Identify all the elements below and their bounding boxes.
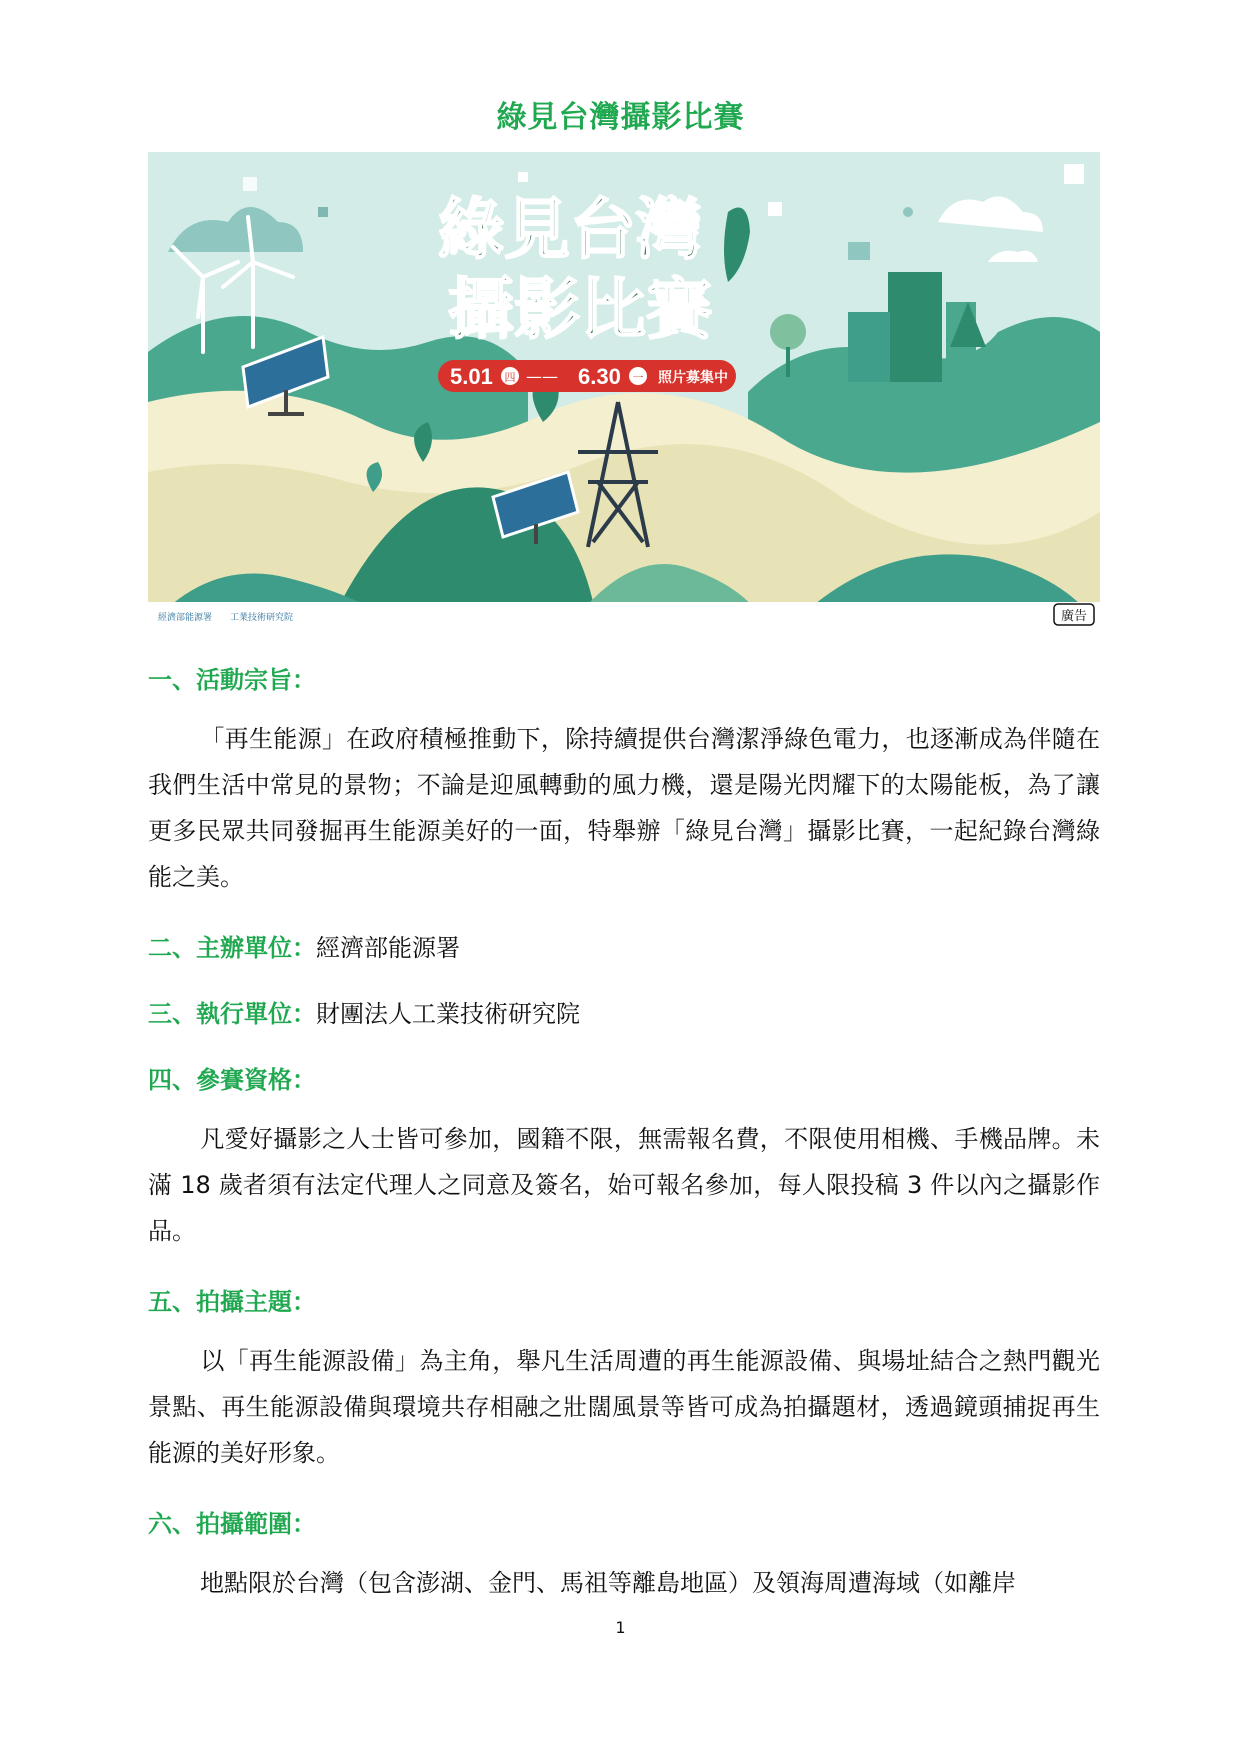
- end-date: 6.30: [578, 364, 621, 389]
- section-4-text: 凡愛好攝影之人士皆可參加，國籍不限，無需報名費，不限使用相機、手機品牌。未滿 18 歲者須有法定代理人之同意及簽名，始可報名參加，每人限投稿 3 件以內之攝影作品。: [148, 1125, 1100, 1245]
- contest-banner: [148, 152, 1100, 628]
- executor-value: 財團法人工業技術研究院: [316, 1000, 580, 1028]
- section-4-heading: 四、參賽資格：: [148, 1066, 316, 1094]
- section-3-heading: 三、執行單位：財團法人工業技術研究院: [148, 1000, 580, 1028]
- organizer-value: 經濟部能源署: [316, 934, 460, 962]
- section-2-heading: 二、主辦單位：經濟部能源署: [148, 934, 460, 962]
- ad-label: 廣告: [1060, 609, 1088, 624]
- date-dash: ——: [526, 367, 558, 386]
- call-text: 照片募集中: [658, 370, 728, 386]
- start-weekday: 四: [504, 371, 516, 384]
- page-number: 1: [615, 1618, 626, 1637]
- sponsor-logo-1: 經濟部能源署: [158, 613, 213, 623]
- section-5-heading: 五、拍攝主題：: [148, 1288, 316, 1316]
- section-1-text: 「再生能源」在政府積極推動下，除持續提供台灣潔淨綠色電力，也逐漸成為伴隨在我們生活中常見的景物；不論是迎風轉動的風力機，還是陽光閃耀下的太陽能板，為了讓更多民眾共同發掘再生能源美好的一面，特舉辦「綠見台灣」攝影比賽，一起紀錄台灣綠能之美。: [148, 725, 1100, 891]
- banner-title-line2: 攝影比賽: [448, 272, 712, 346]
- banner-illustration: [148, 152, 1100, 628]
- section-1-heading: 一、活動宗旨：: [148, 666, 316, 694]
- start-date: 5.01: [450, 364, 493, 389]
- section-6-text: 地點限於台灣（包含澎湖、金門、馬祖等離島地區）及領海周遭海域（如離岸: [200, 1569, 1016, 1597]
- banner-title-line1: 綠見台灣: [438, 192, 702, 266]
- end-weekday: 一: [632, 371, 644, 384]
- sponsor-logo-2: 工業技術研究院: [230, 613, 294, 623]
- document-title: 綠見台灣攝影比賽: [496, 100, 745, 135]
- section-6-heading: 六、拍攝範圍：: [148, 1510, 316, 1538]
- section-5-text: 以「再生能源設備」為主角，舉凡生活周遭的再生能源設備、與場址結合之熱門觀光景點、再生能源設備與環境共存相融之壯闊風景等皆可成為拍攝題材，透過鏡頭捕捉再生能源的美好形象。: [148, 1347, 1100, 1467]
